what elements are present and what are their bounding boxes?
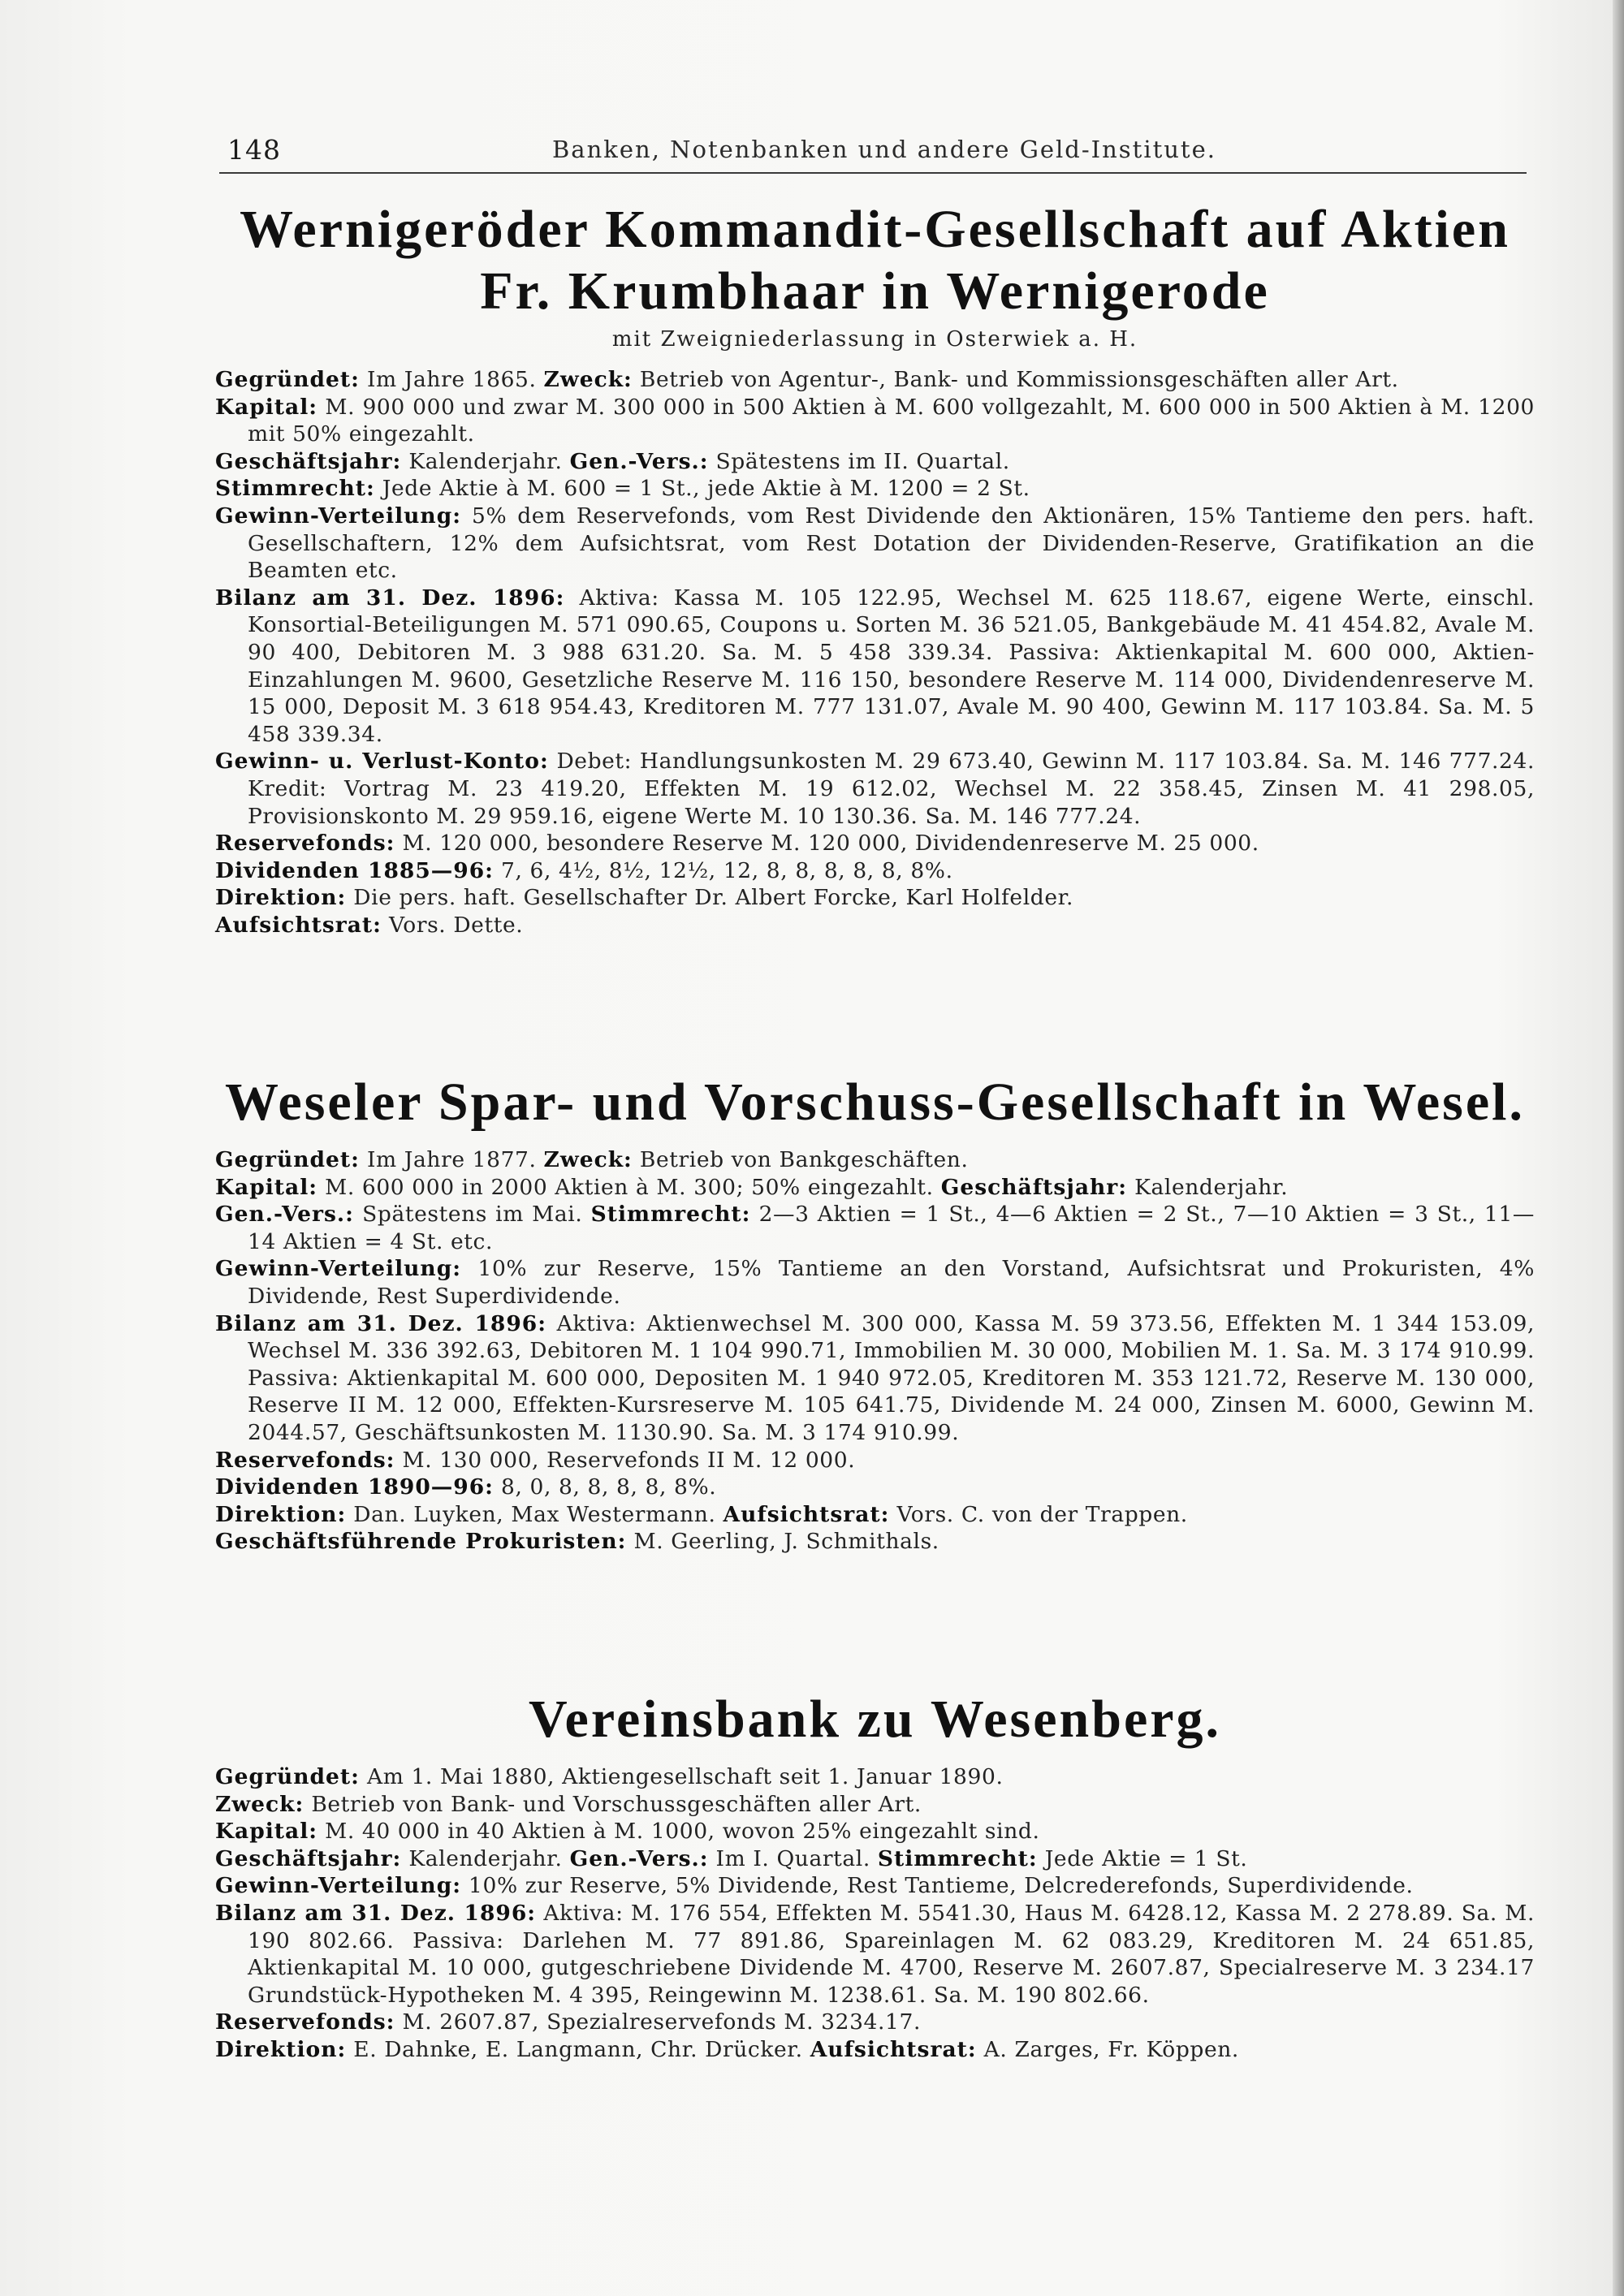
entry-gewinn-verteilung: Gewinn-Verteilung: 10% zur Reserve, 5% Dividende, Rest Tantieme, Delcrederefonds, Superdividende. bbox=[215, 1873, 1414, 1899]
entry-bilanz: Bilanz am 31. Dez. 1896: Aktiva: Kassa M. 105 122.95, Wechsel M. 625 118.67, eigene Werte, einschl. Konsortial-Beteiligungen M. 571 090.65, Coupons u. Sorten M. 36 521.05, Bankgebäude M. 41 454.82, Avale M. 90 400, Debitoren M. 3 988 631.20. Sa. M. 5 458 339.34. Passiva: Aktienkapital M. 600 000, Aktien-Einzahlungen M. 9600, Gesetzliche Reserve M. 116 150, besondere Reserve M. 114 000, Dividendenreserve M. 15 000, Deposit M. 3 618 954.43, Kreditoren M. 777 131.07, Avale M. 90 400, Gewinn M. 117 103.84. Sa. M. 5 458 339.34. bbox=[215, 585, 1535, 747]
entry-dividenden: Dividenden 1890—96: 8, 0, 8, 8, 8, 8, 8%. bbox=[215, 1474, 717, 1500]
entry-gegruendet: Gegründet: Im Jahre 1877. Zweck: Betrieb von Bankgeschäften. bbox=[215, 1147, 969, 1172]
header-rule bbox=[219, 172, 1527, 174]
section-wernigeroder bbox=[215, 199, 1535, 939]
entry-stimmrecht: Stimmrecht: Jede Aktie à M. 600 = 1 St., jede Aktie à M. 1200 = 2 St. bbox=[215, 476, 1030, 502]
entry-gewinn-verteilung: Gewinn-Verteilung: 5% dem Reservefonds, vom Rest Dividende den Aktionären, 15% Tantieme den pers. haft. Gesellschaftern, 12% dem Aufsichtsrat, vom Rest Dotation der Dividenden-Reserve, Gratifikation an die Beamten etc. bbox=[215, 503, 1535, 584]
section-title: Wernigeröder Kommandit-Gesellschaft auf Aktien Fr. Krumbhaar in Wernigerode bbox=[240, 200, 1510, 321]
entry-gegruendet: Gegründet: Im Jahre 1865. Zweck: Betrieb von Agentur-, Bank- und Kommissionsgeschäften aller Art. bbox=[215, 367, 1399, 392]
page-edge-shadow bbox=[1613, 0, 1624, 2296]
entry-kapital: Kapital: M. 900 000 und zwar M. 300 000 in 500 Aktien à M. 600 vollgezahlt, M. 600 000 in 500 Aktien à M. 1200 mit 50% eingezahlt. bbox=[215, 394, 1535, 447]
entry-direktion: Direktion: Die pers. haft. Gesellschafter Dr. Albert Forcke, Karl Holfelder. bbox=[215, 885, 1074, 911]
entry-bilanz: Bilanz am 31. Dez. 1896: Aktiva: M. 176 554, Effekten M. 5541.30, Haus M. 6428.12, Kassa M. 2 278.89. Sa. M. 190 802.66. Passiva: Darlehen M. 77 891.86, Spareinlagen M. 62 083.29, Kreditoren M. 24 651.85, Aktienkapital M. 10 000, gutgeschriebene Dividende M. 4700, Reserve M. 2607.87, Specialreserve M. 3 234.17 Grundstück-Hypotheken M. 4 395, Reingewinn M. 1238.61. Sa. M. 190 802.66. bbox=[215, 1900, 1535, 2008]
entry-geschaeftsjahr: Geschäftsjahr: Kalenderjahr. Gen.-Vers.: Spätestens im II. Quartal. bbox=[215, 448, 1010, 474]
entry-gegruendet: Gegründet: Am 1. Mai 1880, Aktiengesellschaft seit 1. Januar 1890. bbox=[215, 1764, 1004, 1789]
entry-geschaeftsjahr: Geschäftsjahr: Kalenderjahr. Gen.-Vers.: Im I. Quartal. Stimmrecht: Jede Aktie = 1 St. bbox=[215, 1845, 1248, 1871]
entry-prokuristen: Geschäftsführende Prokuristen: M. Geerling, J. Schmithals. bbox=[215, 1529, 939, 1555]
running-head: Banken, Notenbanken und andere Geld-Institute. bbox=[552, 136, 1216, 163]
entry-gewinn-verteilung: Gewinn-Verteilung: 10% zur Reserve, 15% Tantieme an den Vorstand, Aufsichtsrat und Prokuristen, 4% Dividende, Rest Superdividende. bbox=[215, 1256, 1535, 1309]
entry-bilanz: Bilanz am 31. Dez. 1896: Aktiva: Aktienwechsel M. 300 000, Kassa M. 59 373.56, Effekten M. 1 344 153.09, Wechsel M. 336 392.63, Debitoren M. 1 104 990.71, Immobilien M. 30 000, Mobilien M. 1. Sa. M. 3 174 910.99. Passiva: Aktienkapital M. 600 000, Depositen M. 1 940 972.05, Kreditoren M. 353 121.72, Reserve M. 130 000, Reserve II M. 12 000, Effekten-Kursreserve M. 105 641.75, Dividende M. 24 000, Zinsen M. 6000, Gewinn M. 2044.57, Geschäftsunkosten M. 1130.90. Sa. M. 3 174 910.99. bbox=[215, 1310, 1535, 1445]
entry-gewinn-verlust-konto: Gewinn- u. Verlust-Konto: Debet: Handlungsunkosten M. 29 673.40, Gewinn M. 117 103.84. Sa. M. 146 777.24. Kredit: Vortrag M. 23 419.20, Effekten M. 19 612.02, Wechsel M. 22 358.45, Zinsen M. 41 298.05, Provisionskonto M. 29 959.16, eigene Werte M. 10 130.36. Sa. M. 146 777.24. bbox=[215, 749, 1535, 829]
page-number: 148 bbox=[227, 134, 281, 166]
section-title: Weseler Spar- und Vorschuss-Gesellschaft in Wesel. bbox=[225, 1072, 1525, 1132]
section-subtitle: mit Zweigniederlassung in Osterwiek a. H. bbox=[611, 327, 1138, 352]
page-header bbox=[227, 134, 1527, 166]
entry-reservefonds: Reservefonds: M. 130 000, Reservefonds II M. 12 000. bbox=[215, 1447, 856, 1473]
entry-kapital: Kapital: M. 40 000 in 40 Aktien à M. 1000, wovon 25% eingezahlt sind. bbox=[215, 1819, 1040, 1845]
entry-dividenden: Dividenden 1885—96: 7, 6, 4½, 8½, 12½, 12, 8, 8, 8, 8, 8, 8%. bbox=[215, 857, 953, 883]
entry-direktion: Direktion: Dan. Luyken, Max Westermann. Aufsichtsrat: Vors. C. von der Trappen. bbox=[215, 1501, 1188, 1527]
entry-reservefonds: Reservefonds: M. 120 000, besondere Reserve M. 120 000, Dividendenreserve M. 25 000. bbox=[215, 831, 1259, 857]
entry-gen-vers: Gen.-Vers.: Spätestens im Mai. Stimmrecht: 2—3 Aktien = 1 St., 4—6 Aktien = 2 St., 7—10 Aktien = 3 St., 11—14 Aktien = 4 St. etc. bbox=[215, 1202, 1535, 1254]
entry-direktion: Direktion: E. Dahnke, E. Langmann, Chr. Drücker. Aufsichtsrat: A. Zarges, Fr. Köppen. bbox=[215, 2036, 1239, 2062]
section-weseler bbox=[215, 1072, 1535, 1556]
entry-zweck: Zweck: Betrieb von Bank- und Vorschussgeschäften aller Art. bbox=[215, 1791, 922, 1817]
section-title: Vereinsbank zu Wesenberg. bbox=[528, 1690, 1222, 1749]
section-vereinsbank-wesenberg bbox=[215, 1689, 1535, 2064]
entry-aufsichtsrat: Aufsichtsrat: Vors. Dette. bbox=[215, 912, 524, 938]
entry-reservefonds: Reservefonds: M. 2607.87, Spezialreservefonds M. 3234.17. bbox=[215, 2009, 921, 2035]
entry-kapital: Kapital: M. 600 000 in 2000 Aktien à M. 300; 50% eingezahlt. Geschäftsjahr: Kalenderjahr. bbox=[215, 1174, 1289, 1200]
